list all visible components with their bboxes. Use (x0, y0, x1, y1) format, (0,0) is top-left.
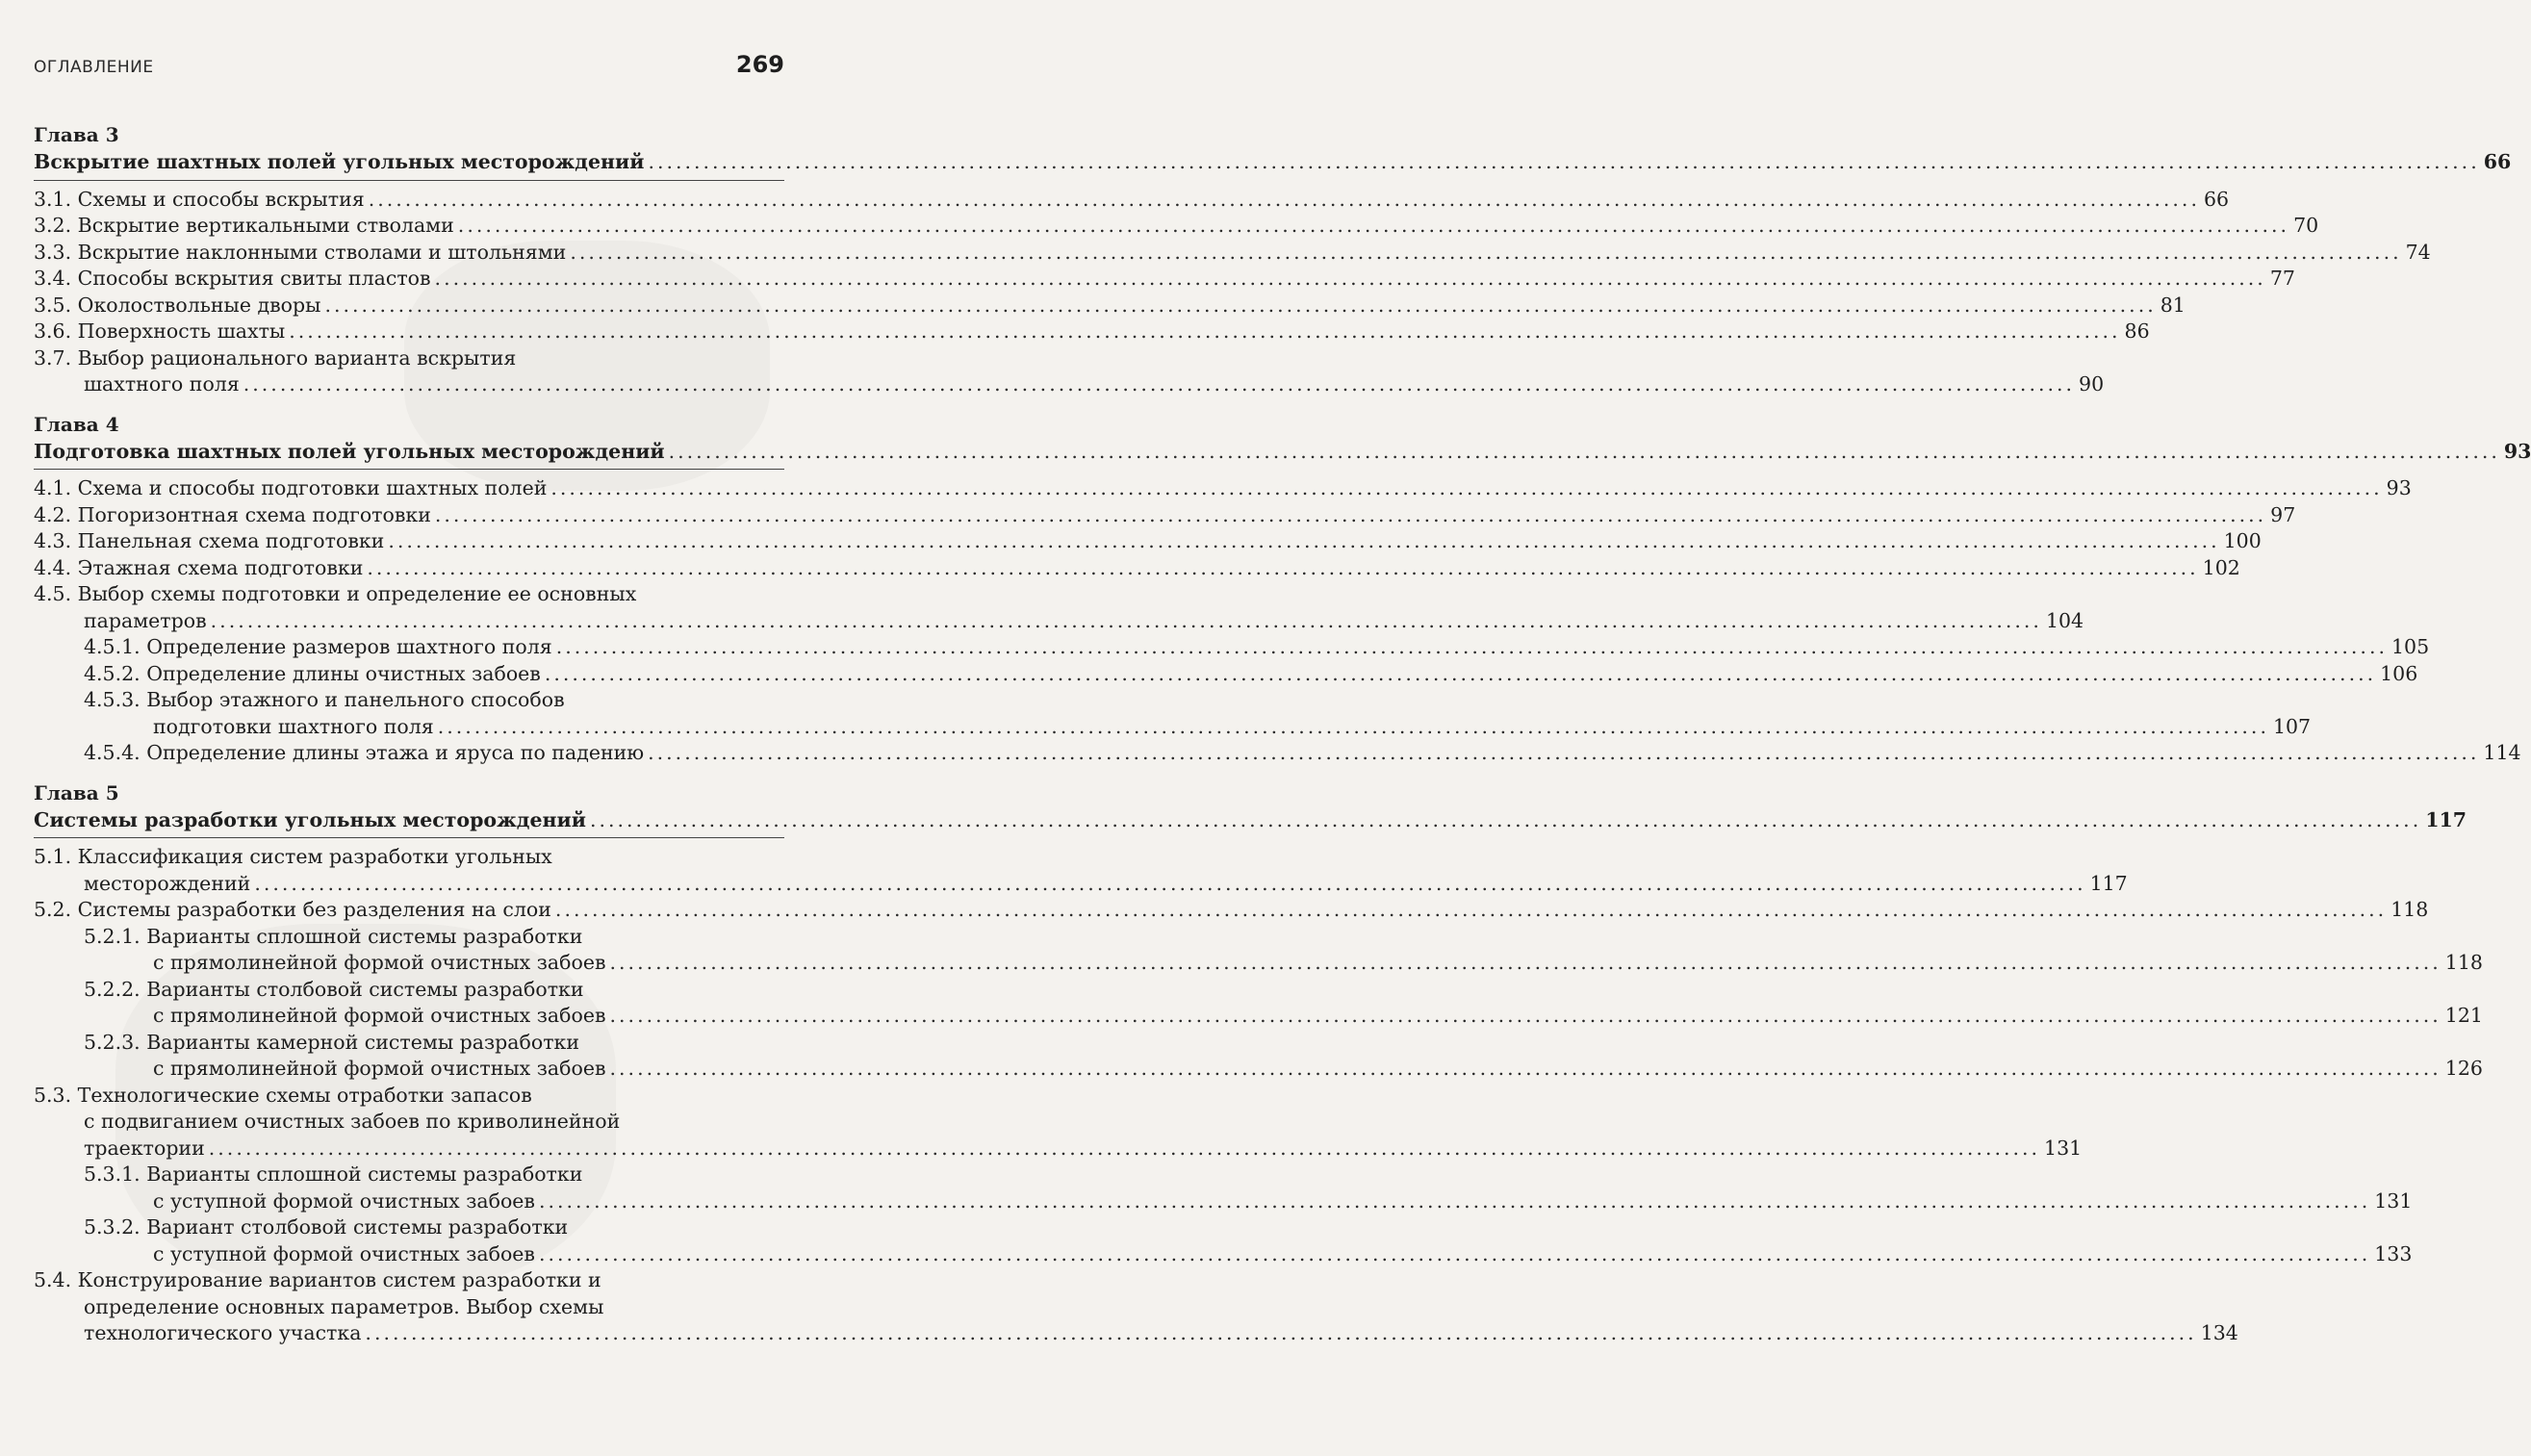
leader-dots: ........................................................................................................................................................................................................ (609, 951, 2442, 974)
toc-subentry-continuation[interactable] (34, 1003, 2483, 1030)
entry-page: 131 (2374, 1188, 2413, 1213)
entry-page: 131 (2044, 1136, 2083, 1160)
entry-page: 66 (2203, 187, 2230, 211)
page-number: 269 (735, 51, 784, 78)
leader-dots: ........................................................................................................................................................................................................ (538, 1241, 2371, 1265)
entry-title: Определение длины этажа и яруса по падению (146, 741, 645, 764)
entry-page: 81 (2160, 293, 2186, 317)
toc-entry-continuation[interactable] (34, 871, 2128, 898)
entry-number: 5.3.1. (84, 1162, 141, 1186)
toc-entry[interactable] (34, 240, 2431, 267)
entry-title: с подвиганием очистных забоев по криволинейной (84, 1110, 621, 1133)
entry-number: 4.1. (34, 476, 72, 499)
leader-dots: ........................................................................................................................................................................................................ (388, 529, 2220, 552)
toc-entry[interactable] (34, 213, 2319, 240)
leader-dots: ........................................................................................................................................................................................................ (550, 476, 2383, 499)
leader-dots: ........................................................................................................................................................................................................ (544, 661, 2377, 685)
entry-title: Варианты столбовой системы разработки (146, 977, 584, 1001)
toc-entry-line[interactable] (34, 844, 784, 871)
entry-page: 118 (2390, 898, 2429, 921)
toc-entry[interactable] (34, 266, 2295, 293)
entry-title: Схема и способы подготовки шахтных полей (77, 476, 548, 499)
entry-number: 5.4. (34, 1268, 72, 1291)
entry-number: 5.3. (34, 1083, 72, 1107)
toc-subentry-continuation[interactable] (34, 714, 2312, 741)
leader-dots: ........................................................................................................................................................................................................ (434, 267, 2266, 290)
chapter-title-entry[interactable] (34, 149, 2512, 176)
entry-title: Варианты сплошной системы разработки (146, 924, 583, 948)
entry-number: 5.2.1. (84, 924, 141, 948)
chapter-page: 93 (2503, 439, 2531, 463)
entry-title: с прямолинейной формой очистных забоев (153, 951, 606, 974)
toc-entry-line[interactable] (34, 581, 784, 608)
entry-number: 3.1. (34, 187, 72, 211)
entry-number: 5.3.2. (84, 1215, 141, 1239)
entry-number: 4.5. (34, 582, 72, 605)
entry-page: 97 (2270, 502, 2296, 526)
entry-title: Вскрытие наклонными стволами и штольнями (77, 240, 567, 264)
leader-dots: ........................................................................................................................................................................................................ (609, 1004, 2442, 1027)
chapter-title-entry[interactable] (34, 439, 2531, 466)
toc-entry[interactable] (34, 897, 2429, 924)
entry-number: 5.1. (34, 845, 72, 868)
entry-title: Конструирование вариантов систем разработки и (77, 1268, 601, 1291)
entry-title: Выбор схемы подготовки и определение ее основных (77, 582, 637, 605)
entry-number: 3.2. (34, 214, 72, 237)
entry-page: 105 (2390, 635, 2430, 658)
entry-number: 4.5.1. (84, 635, 141, 658)
entry-number: 4.4. (34, 555, 72, 579)
entry-page: 133 (2374, 1241, 2413, 1265)
entry-title: Схемы и способы вскрытия (77, 187, 365, 211)
entry-title: Вариант столбовой системы разработки (146, 1215, 569, 1239)
entry-number: 4.5.4. (84, 741, 141, 764)
entry-title: Погоризонтная схема подготовки (77, 502, 431, 526)
entry-title: с уступной формой очистных забоев (153, 1241, 535, 1265)
entry-number: 4.2. (34, 502, 72, 526)
chapter-rule (34, 837, 784, 838)
toc-subentry-line[interactable] (34, 1030, 784, 1057)
entry-title: Вскрытие вертикальными стволами (77, 214, 454, 237)
entry-title: Определение размеров шахтного поля (146, 635, 552, 658)
leader-dots: ........................................................................................................................................................................................................ (648, 741, 2480, 764)
entry-title: с уступной формой очистных забоев (153, 1188, 535, 1213)
toc-entry-line[interactable] (34, 1083, 784, 1110)
entry-number: 3.5. (34, 293, 72, 317)
entry-title: параметров (84, 608, 207, 632)
leader-dots: ........................................................................................................................................................................................................ (538, 1188, 2371, 1213)
chapter-title-entry[interactable] (34, 807, 2467, 834)
toc-entry[interactable] (34, 293, 2186, 319)
entry-page: 117 (2089, 871, 2128, 895)
entry-title: Выбор рационального варианта вскрытия (77, 345, 517, 370)
toc-entry-line[interactable] (34, 345, 784, 372)
toc-subentry-continuation[interactable] (34, 1188, 2413, 1215)
entry-title: Системы разработки без разделения на слои (77, 898, 551, 921)
entry-number: 3.6. (34, 319, 72, 343)
entry-title: месторождений (84, 871, 251, 895)
leader-dots: ........................................................................................................................................................................................................ (554, 898, 2388, 921)
entry-page: 86 (2124, 319, 2150, 343)
entry-title: Способы вскрытия свиты пластов (77, 267, 431, 290)
chapter-title: Подготовка шахтных полей угольных месторождений (34, 439, 665, 463)
toc-subentry[interactable] (34, 634, 2430, 661)
entry-number: 3.3. (34, 240, 72, 264)
toc-entry[interactable] (34, 319, 2150, 345)
chapter-rule (34, 180, 784, 181)
entry-page: 106 (2380, 661, 2418, 685)
toc-entry[interactable] (34, 502, 2296, 529)
chapter-label: Глава 5 (34, 780, 119, 805)
entry-title: шахтного поля (84, 372, 240, 396)
toc-subentry-line[interactable] (34, 977, 784, 1004)
entry-page: 134 (2200, 1321, 2238, 1344)
running-header: ОГЛАВЛЕНИЕ (34, 58, 154, 77)
chapter-page: 117 (2425, 807, 2467, 831)
entry-page: 121 (2444, 1004, 2483, 1027)
toc-subentry-continuation[interactable] (34, 950, 2483, 977)
toc-entry[interactable] (34, 555, 2240, 582)
chapter-label: Глава 3 (34, 123, 119, 146)
toc-subentry-continuation[interactable] (34, 1056, 2483, 1083)
entry-page: 107 (2272, 714, 2312, 738)
entry-title: Определение длины очистных забоев (146, 661, 541, 685)
toc-entry-line[interactable] (34, 1294, 784, 1321)
entry-title: Этажная схема подготовки (77, 555, 364, 579)
leader-dots: ........................................................................................................................................................................................................ (648, 150, 2480, 173)
entry-title: с прямолинейной формой очистных забоев (153, 1004, 606, 1027)
leader-dots: ........................................................................................................................................................................................................ (367, 555, 2199, 579)
entry-title: Выбор этажного и панельного способов (146, 688, 565, 711)
entry-title: с прямолинейной формой очистных забоев (153, 1057, 606, 1080)
entry-number: 4.3. (34, 529, 72, 552)
toc-subentry-line[interactable] (34, 687, 784, 714)
toc-entry[interactable] (34, 475, 2412, 502)
entry-number: 4.5.2. (84, 661, 141, 685)
chapter-title: Вскрытие шахтных полей угольных месторождений (34, 150, 645, 173)
entry-title: Технологические схемы отработки запасов (77, 1083, 532, 1107)
leader-dots: ........................................................................................................................................................................................................ (555, 635, 2388, 658)
entry-page: 126 (2444, 1057, 2483, 1080)
toc-subentry-line[interactable] (34, 924, 784, 951)
leader-dots: ........................................................................................................................................................................................................ (254, 871, 2086, 895)
leader-dots: ........................................................................................................................................................................................................ (434, 502, 2267, 526)
entry-number: 5.2.3. (84, 1030, 141, 1054)
entry-page: 93 (2386, 476, 2412, 499)
toc-entry-line[interactable] (34, 1109, 784, 1136)
leader-dots: ........................................................................................................................................................................................................ (570, 240, 2402, 264)
chapter-rule (34, 469, 784, 470)
entry-page: 70 (2293, 214, 2319, 237)
entry-title: технологического участка (84, 1321, 362, 1344)
leader-dots: ........................................................................................................................................................................................................ (365, 1321, 2197, 1344)
toc-entry-continuation[interactable] (34, 371, 2105, 398)
entry-title: Классификация систем разработки угольных (77, 845, 552, 868)
toc-entry-line[interactable] (34, 1267, 784, 1294)
leader-dots: ........................................................................................................................................................................................................ (457, 214, 2290, 237)
entry-page: 100 (2223, 529, 2262, 552)
table-of-contents (34, 120, 2531, 1347)
leader-dots: ........................................................................................................................................................................................................ (368, 187, 2200, 211)
entry-title: Варианты камерной системы разработки (146, 1030, 580, 1054)
leader-dots: ........................................................................................................................................................................................................ (210, 608, 2042, 632)
entry-number: 5.2.2. (84, 977, 141, 1001)
entry-page: 77 (2269, 267, 2295, 290)
entry-page: 90 (2079, 372, 2105, 396)
entry-page: 118 (2444, 951, 2483, 974)
entry-page: 104 (2045, 608, 2084, 632)
entry-number: 4.5.3. (84, 688, 141, 711)
entry-page: 74 (2405, 240, 2431, 264)
entry-page: 114 (2483, 741, 2521, 764)
leader-dots: ........................................................................................................................................................................................................ (243, 372, 2076, 396)
entry-title: Поверхность шахты (77, 319, 286, 343)
toc-subentry[interactable] (34, 661, 2418, 688)
toc-subentry-line[interactable] (34, 1214, 784, 1241)
toc-subentry[interactable] (34, 740, 2521, 767)
toc-entry-continuation[interactable] (34, 1136, 2083, 1162)
toc-entry[interactable] (34, 528, 2262, 555)
chapter-label: Глава 4 (34, 412, 119, 436)
leader-dots: ........................................................................................................................................................................................................ (668, 439, 2500, 463)
leader-dots: ........................................................................................................................................................................................................ (289, 319, 2121, 343)
leader-dots: ........................................................................................................................................................................................................ (208, 1136, 2041, 1160)
entry-title: Околоствольные дворы (77, 293, 321, 317)
entry-number: 5.2. (34, 898, 72, 921)
entry-title: Варианты сплошной системы разработки (146, 1162, 583, 1186)
toc-subentry-line[interactable] (34, 1162, 784, 1188)
entry-title: Панельная схема подготовки (77, 529, 385, 552)
leader-dots: ........................................................................................................................................................................................................ (437, 714, 2269, 738)
leader-dots: ........................................................................................................................................................................................................ (589, 807, 2422, 831)
toc-subentry-continuation[interactable] (34, 1241, 2413, 1268)
entry-title: траектории (84, 1136, 205, 1160)
toc-entry-continuation[interactable] (34, 608, 2084, 635)
chapter-title: Системы разработки угольных месторождений (34, 807, 586, 831)
entry-page: 102 (2202, 555, 2240, 579)
entry-number: 3.7. (34, 345, 72, 370)
entry-title: подготовки шахтного поля (153, 714, 434, 738)
toc-entry-continuation[interactable] (34, 1320, 2238, 1347)
entry-title: определение основных параметров. Выбор схемы (84, 1294, 604, 1318)
chapter-page: 66 (2483, 150, 2512, 173)
leader-dots: ........................................................................................................................................................................................................ (324, 293, 2157, 317)
entry-number: 3.4. (34, 267, 72, 290)
toc-entry[interactable] (34, 187, 2230, 214)
leader-dots: ........................................................................................................................................................................................................ (609, 1057, 2442, 1080)
